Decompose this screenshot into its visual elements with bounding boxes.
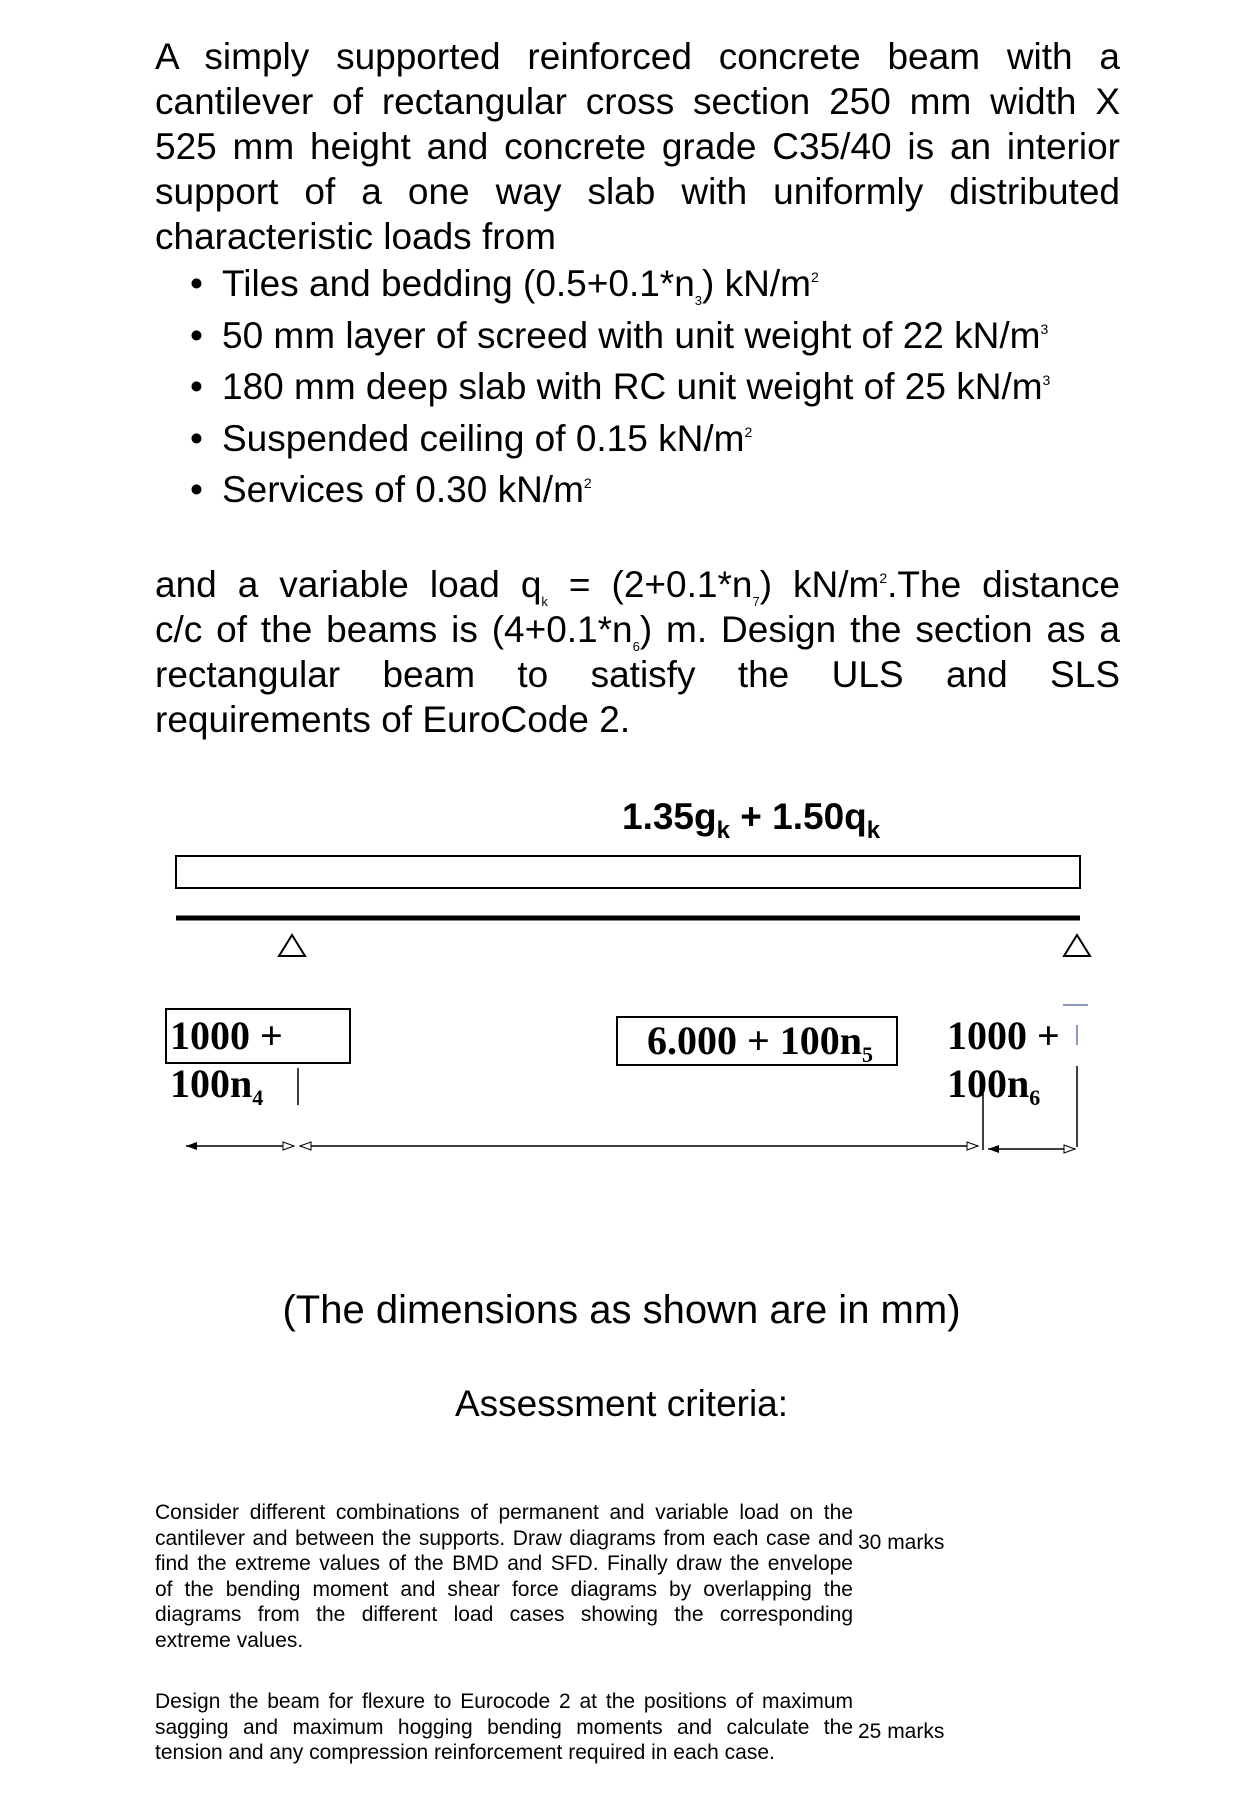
load-item-ceiling: • Suspended ceiling of 0.15 $kN/m^2$ [190, 413, 1050, 465]
variable-line-1: and a variable load $q_k = (2+0.1*n_7)$ $kN/m^2.The$ distance [155, 564, 1120, 609]
arrowhead-icon [1064, 1145, 1075, 1153]
load-item-screed: • 50 mm layer of screed with unit weight of 22 $kN/m^3$ [190, 310, 1050, 362]
variable-line-3: rectangular beam to satisfy the ULS and SLS [155, 654, 1120, 695]
arrowhead-icon [967, 1142, 978, 1150]
load-item-slab: • 180 mm deep slab with RC unit weight of 25 $kN/m^3$ [190, 361, 1050, 413]
arrowhead-icon [186, 1142, 197, 1150]
intro-line-4: support of a one way slab with uniformly distributed [155, 171, 1120, 212]
arrowhead-icon [283, 1142, 294, 1150]
intro-line-1: A simply supported reinforced concrete beam with a [155, 36, 1120, 77]
main-span-dimension: $6.000 + 100n_5$ [647, 1018, 874, 1067]
arrowhead-icon [300, 1142, 311, 1150]
right-span-dimension: 1000 + $100n_6$ [947, 1013, 1060, 1110]
load-item-services: • Services of 0.30 $kN/m^2$ [190, 464, 1050, 516]
assessment-heading: Assessment criteria: [454, 1383, 789, 1424]
criterion-2-marks: 25 marks [858, 1720, 945, 1743]
intro-line-3: 525 mm height and concrete grade C35/40 is an interior [155, 126, 1120, 167]
arrowhead-icon [988, 1145, 999, 1153]
dimensions-caption: (The dimensions as shown are in mm) [282, 1288, 961, 1332]
criterion-2-text: Design the beam for flexure to Eurocode 2 at the positions of maximum sagging and maximum hogging bending moments and calculate the tension and any compression reinforcement required in each case. [155, 1690, 853, 1764]
distributed-load-block [176, 856, 1080, 888]
criterion-1-text: Consider different combinations of permanent and variable load on the cantilever and between the supports. Draw diagrams from each case and find the extreme values of the BMD and SFD. Finally draw the envelope of the bending moment and shear force diagrams by overlapping the diagrams from the different load cases showing the corresponding extreme values. [155, 1501, 853, 1652]
load-item-tiles: • Tiles and bedding $(0.5+0.1*n_3)$ $kN/m^2$ [190, 258, 1050, 310]
right-support-triangle-icon [1064, 935, 1090, 956]
intro-line-5: characteristic loads from [155, 216, 556, 257]
left-span-dimension: 1000 + $100n_4$ [170, 1013, 283, 1110]
variable-line-4: requirements of EuroCode 2. [155, 699, 631, 740]
intro-line-2: cantilever of rectangular cross section 250 mm width X [155, 81, 1120, 122]
criterion-1-marks: 30 marks [858, 1531, 945, 1554]
left-support-triangle-icon [279, 935, 305, 956]
load-combination-label: $1.35g_k + 1.50q_k$ [622, 796, 881, 844]
variable-line-2: c/c of the beams is $(4+0.1*n_6)$ m. Design the section as a [155, 609, 1120, 654]
